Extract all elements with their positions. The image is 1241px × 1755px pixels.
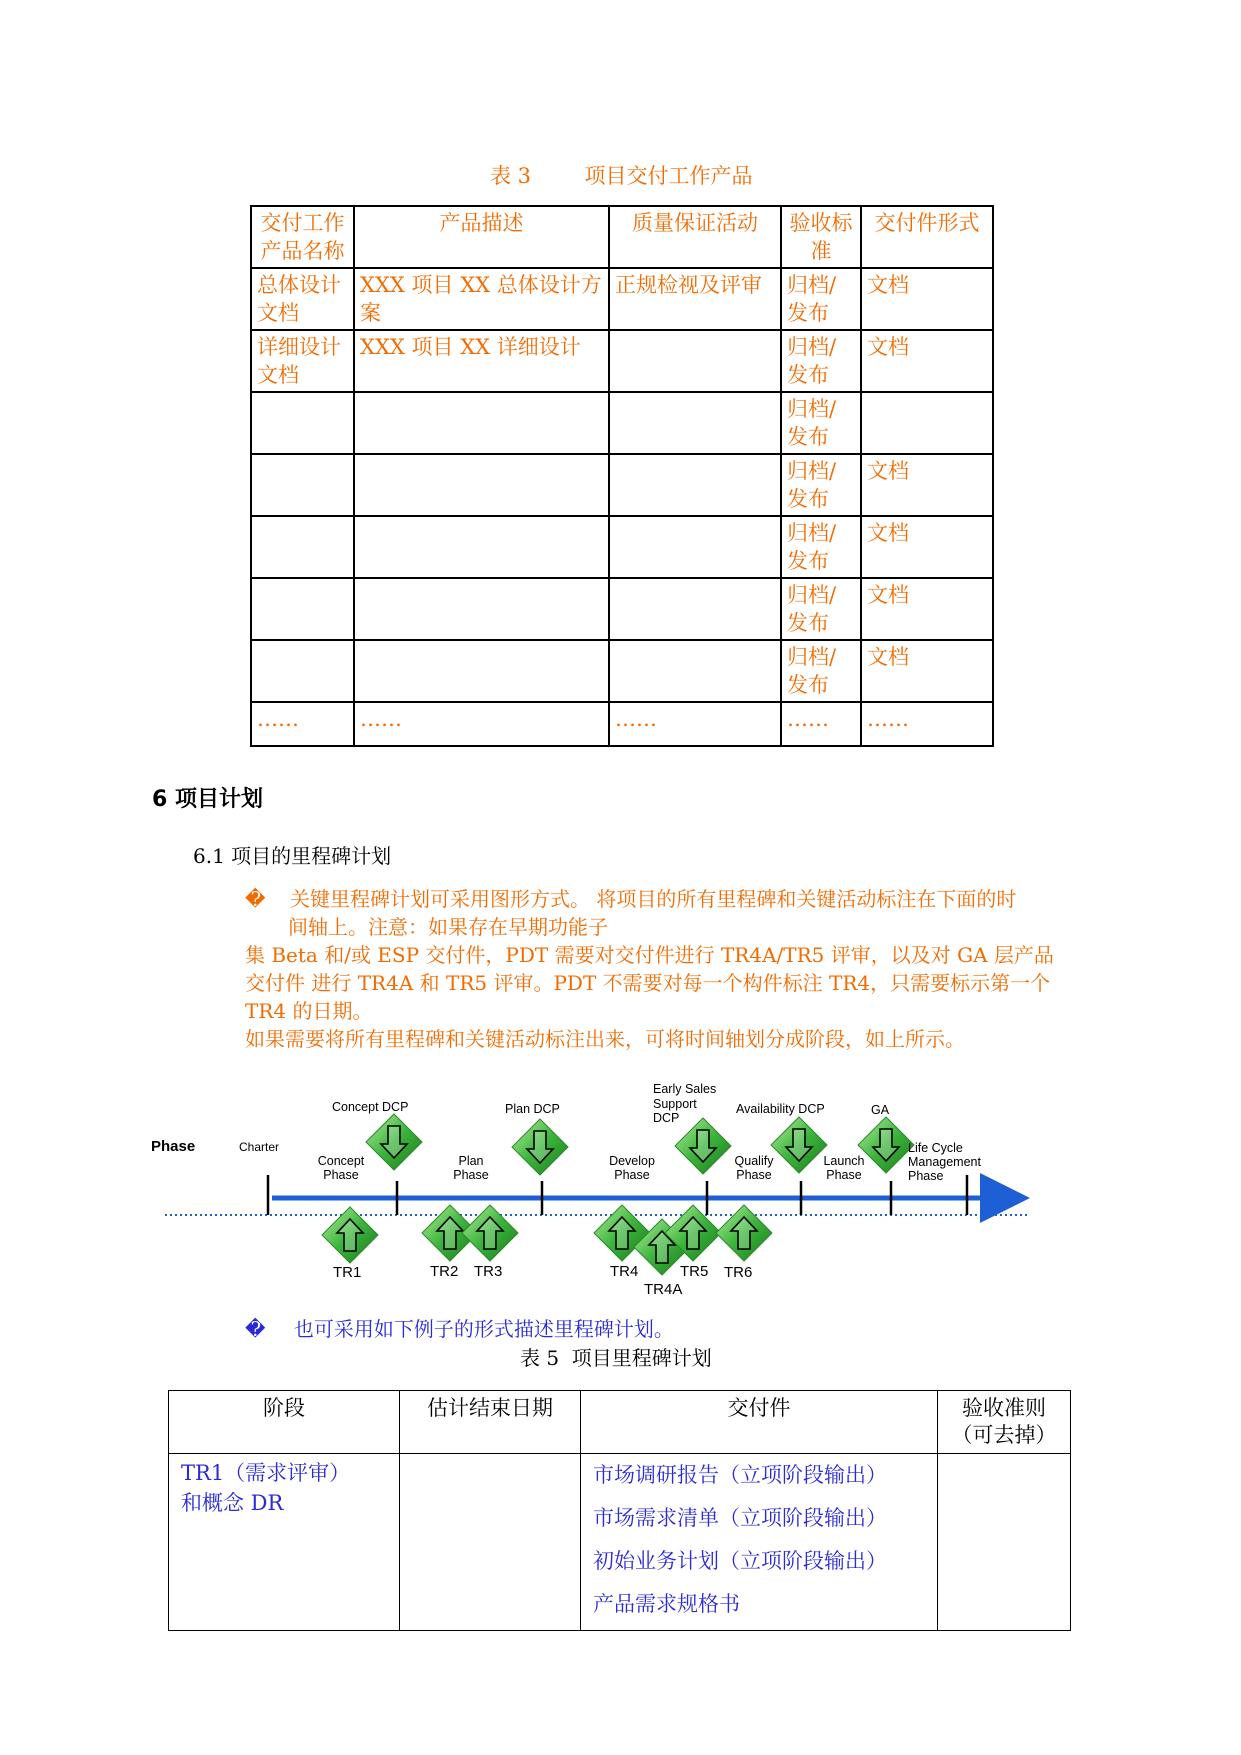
qualify-phase-label: Phase: [736, 1168, 772, 1182]
header-cell: 阶段: [169, 1391, 400, 1454]
table-cell: [251, 454, 354, 516]
develop-phase-label: Develop: [609, 1154, 655, 1168]
early-sales-label: Support: [653, 1097, 697, 1111]
launch-phase-label: Launch: [823, 1154, 865, 1168]
table-cell: [251, 392, 354, 454]
phase-label: Phase: [151, 1138, 196, 1155]
table-row: [169, 1454, 1071, 1631]
table-cell: [251, 578, 354, 640]
table-cell: [609, 454, 781, 516]
table-cell: 正规检视及评审: [609, 268, 781, 330]
bullet-icon: �: [245, 1317, 266, 1341]
note-text: 也可采用如下例子的形式描述里程碑计划。: [293, 1317, 674, 1341]
stage-cell: [169, 1454, 400, 1631]
table-header-row: [251, 206, 993, 268]
table-cell: [354, 392, 609, 454]
note-line: 关键里程碑计划可采用图形方式。 将项目的所有里程碑和关键活动标注在下面的时: [290, 887, 1017, 911]
table5-caption: 表 5 项目里程碑计划: [520, 1346, 712, 1370]
deliverable-item: 市场调研报告（立项阶段输出）: [593, 1463, 887, 1487]
table-cell: 归档/发布: [781, 268, 861, 330]
tr1-label: TR1: [333, 1264, 362, 1281]
table-cell: [354, 516, 609, 578]
plan-dcp-diamond-icon: [512, 1119, 568, 1175]
table-cell: 文档: [861, 640, 993, 702]
subsection-heading: 6.1 项目的里程碑计划: [193, 844, 392, 868]
stage-line: TR1（需求评审）: [181, 1461, 351, 1485]
table-cell: [354, 640, 609, 702]
table-row: [251, 454, 993, 516]
criteria-cell: [938, 1454, 1071, 1631]
table-cell: [609, 640, 781, 702]
deliverable-item: 初始业务计划（立项阶段输出）: [593, 1549, 887, 1573]
lifecycle-phase-label: Management: [908, 1155, 981, 1169]
deliverables-cell: [581, 1454, 938, 1631]
table-cell: [609, 330, 781, 392]
stage-line: 和概念 DR: [181, 1491, 284, 1515]
deliverable-item: 产品需求规格书: [593, 1592, 740, 1616]
qualify-phase-label: Qualify: [734, 1154, 774, 1168]
table-cell: 详细设计文档: [251, 330, 354, 392]
table-cell: 归档/发布: [781, 392, 861, 454]
table-row: [251, 578, 993, 640]
table-cell: ……: [251, 702, 354, 746]
table-cell: 归档/发布: [781, 640, 861, 702]
concept-dcp-diamond-icon: [366, 1114, 422, 1170]
launch-phase-label: Phase: [826, 1168, 862, 1182]
concept-dcp-label: Concept DCP: [332, 1100, 409, 1114]
header-cell: 交付件形式: [861, 206, 993, 268]
table-cell: ……: [861, 702, 993, 746]
plan-dcp-label: Plan DCP: [505, 1102, 560, 1116]
tr6-label: TR6: [724, 1264, 753, 1281]
early-sales-label: Early Sales: [653, 1082, 717, 1096]
table-cell: [861, 392, 993, 454]
bullet-icon: �: [245, 887, 266, 911]
plan-phase-label: Phase: [453, 1168, 489, 1182]
tr2-label: TR2: [430, 1263, 459, 1280]
table-cell: 归档/发布: [781, 330, 861, 392]
availability-dcp-diamond-icon: [771, 1117, 827, 1173]
concept-phase-label: Phase: [323, 1168, 359, 1182]
table-cell: ……: [609, 702, 781, 746]
table-header-row: [169, 1391, 1071, 1454]
header-cell: 交付工作产品名称: [251, 206, 354, 268]
table-cell: 总体设计文档: [251, 268, 354, 330]
note-line: TR4 的日期。: [245, 999, 373, 1023]
concept-phase-label: Concept: [317, 1154, 365, 1168]
table-cell: 归档/发布: [781, 578, 861, 640]
header-cell: 交付件: [581, 1391, 938, 1454]
ga-label: GA: [871, 1103, 890, 1117]
table-cell: XXX 项目 XX 总体设计方案: [354, 268, 609, 330]
header-cell: 验收标准: [781, 206, 861, 268]
ga-diamond-icon: [858, 1117, 914, 1173]
table-cell: 归档/发布: [781, 516, 861, 578]
table-cell: 文档: [861, 578, 993, 640]
header-cell: 产品描述: [354, 206, 609, 268]
table-row: [251, 516, 993, 578]
table-cell: 文档: [861, 516, 993, 578]
early-sales-dcp-diamond-icon: [675, 1118, 731, 1174]
tr3-diamond-icon: [462, 1205, 518, 1261]
section-heading: 6 项目计划: [152, 787, 263, 812]
milestone-alt-note: [245, 1315, 674, 1343]
develop-phase-label: Phase: [614, 1168, 650, 1182]
table-cell: ……: [781, 702, 861, 746]
tr4a-label: TR4A: [644, 1281, 683, 1298]
table-row: [251, 702, 993, 746]
note-line: 如果需要将所有里程碑和关键活动标注出来，可将时间轴划分成阶段，如上所示。: [245, 1027, 965, 1051]
table-cell: XXX 项目 XX 详细设计: [354, 330, 609, 392]
table-cell: 文档: [861, 330, 993, 392]
tr6-diamond-icon: [716, 1205, 772, 1261]
milestone-timeline: [140, 1075, 1040, 1305]
table-cell: [354, 578, 609, 640]
table-row: [251, 330, 993, 392]
table-row: [251, 392, 993, 454]
table-cell: 归档/发布: [781, 454, 861, 516]
table3-caption: 表 3 项目交付工作产品: [490, 164, 753, 188]
table-row: [251, 640, 993, 702]
table-row: [251, 268, 993, 330]
tr4-label: TR4: [610, 1263, 639, 1280]
note-line: 交付件 进行 TR4A 和 TR5 评审。PDT 不需要对每一个构件标注 TR4，只需要标示第一个: [245, 971, 1051, 995]
deliverable-item: 市场需求清单（立项阶段输出）: [593, 1506, 887, 1530]
table-cell: [251, 516, 354, 578]
table-cell: [354, 454, 609, 516]
availability-dcp-label: Availability DCP: [736, 1102, 825, 1116]
date-cell: [400, 1454, 581, 1631]
milestone-table: [168, 1390, 1071, 1631]
header-cell: 估计结束日期: [400, 1391, 581, 1454]
lifecycle-phase-label: Life Cycle: [908, 1141, 963, 1155]
table-cell: [609, 516, 781, 578]
tr3-label: TR3: [474, 1263, 503, 1280]
note-line: 间轴上。注意：如果存在早期功能子: [288, 915, 608, 939]
table-cell: ……: [354, 702, 609, 746]
table-cell: [609, 578, 781, 640]
table-cell: [609, 392, 781, 454]
table-cell: 文档: [861, 454, 993, 516]
note-line: 集 Beta 和/或 ESP 交付件，PDT 需要对交付件进行 TR4A/TR5 评审，以及对 GA 层产品: [245, 943, 1054, 967]
deliverables-table: [250, 205, 994, 747]
lifecycle-phase-label: Phase: [908, 1169, 944, 1183]
table-cell: 文档: [861, 268, 993, 330]
early-sales-label: DCP: [653, 1111, 680, 1125]
tr5-label: TR5: [680, 1263, 709, 1280]
table-cell: [251, 640, 354, 702]
charter-label: Charter: [239, 1140, 280, 1154]
plan-phase-label: Plan: [458, 1154, 484, 1168]
header-cell: 验收准则（可去掉）: [938, 1391, 1071, 1454]
header-cell: 质量保证活动: [609, 206, 781, 268]
